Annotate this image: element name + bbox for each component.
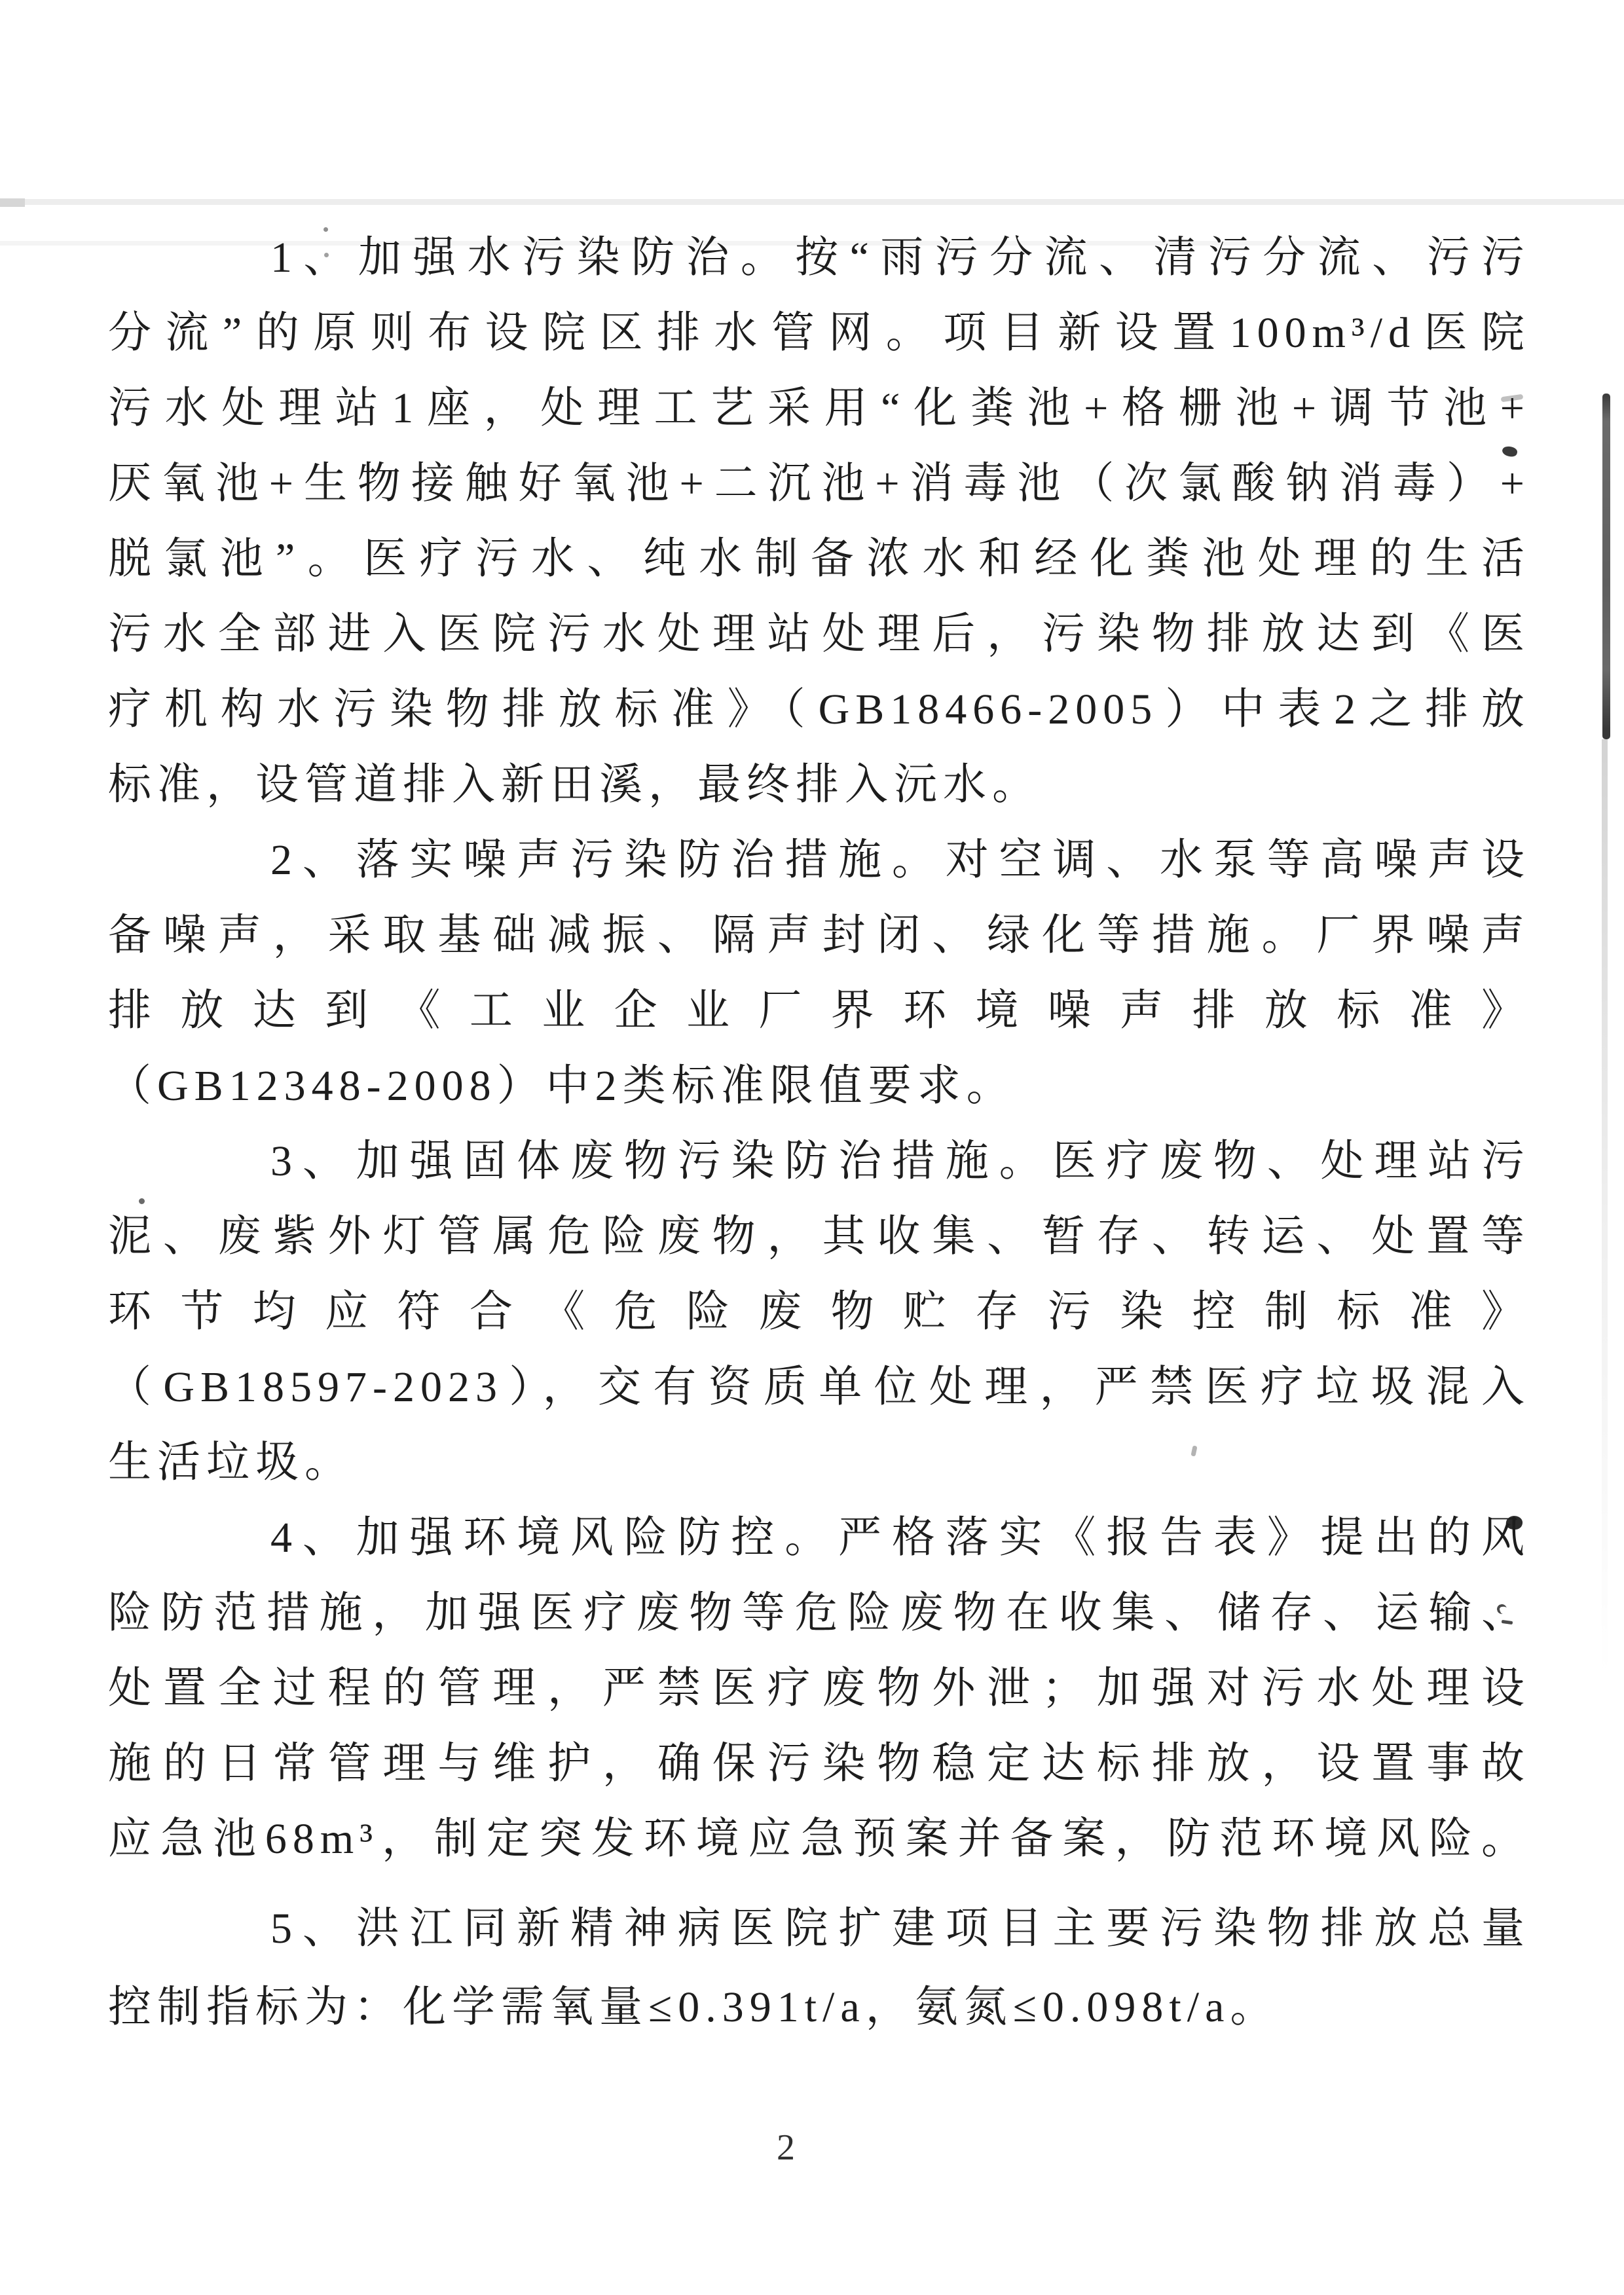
text-line: 疗机构水污染物排放标准》（GB18466-2005）中表2之排放	[108, 686, 1530, 733]
text-line: 3、加强固体废物污染防治措施。医疗废物、处理站污	[270, 1137, 1530, 1185]
document-text-block	[108, 220, 1530, 2045]
text-line: 生活垃圾。	[108, 1439, 354, 1486]
page-number: 2	[777, 2127, 795, 2168]
text-line: 标准，设管道排入新田溪，最终排入沅水。	[108, 761, 1041, 809]
text-line: 排放达到《工业企业厂界环境噪声排放标准》	[108, 987, 1530, 1035]
scan-artifact-right-edge-line	[1602, 739, 1608, 1676]
scan-artifact-right-edge-bar	[1602, 394, 1610, 739]
text-line: 施的日常管理与维护，确保污染物稳定达标排放，设置事故	[108, 1740, 1530, 1788]
text-line: 1、加强水污染防治。按“雨污分流、清污分流、污污	[270, 234, 1530, 282]
text-line: 污水全部进入医院污水处理站处理后，污染物排放达到《医	[108, 610, 1530, 658]
text-line: 厌氧池+生物接触好氧池+二沉池+消毒池（次氯酸钠消毒）+	[108, 460, 1530, 507]
text-line: 险防范措施，加强医疗废物等危险废物在收集、储存、运输、	[108, 1589, 1530, 1637]
text-line: 污水处理站1座，处理工艺采用“化粪池+格栅池+调节池+	[108, 384, 1530, 432]
scan-artifact-horizontal-line	[0, 199, 1624, 205]
text-line: 分流”的原则布设院区排水管网。项目新设置100m³/d医院	[108, 309, 1530, 357]
text-line: 应急池68m³，制定突发环境应急预案并备案，防范环境风险。	[108, 1815, 1530, 1863]
text-line: 泥、废紫外灯管属危险废物，其收集、暂存、转运、处置等	[108, 1213, 1530, 1260]
text-line: 环节均应符合《危险废物贮存污染控制标准》	[108, 1288, 1530, 1336]
text-line: 2、落实噪声污染防治措施。对空调、水泵等高噪声设	[270, 836, 1530, 884]
text-line: 脱氯池”。医疗污水、纯水制备浓水和经化粪池处理的生活	[108, 535, 1530, 583]
text-line: （GB18597-2023），交有资质单位处理，严禁医疗垃圾混入	[108, 1363, 1530, 1411]
text-line: 4、加强环境风险防控。严格落实《报告表》提出的风	[270, 1514, 1530, 1562]
text-line: （GB12348-2008）中2类标准限值要求。	[108, 1062, 1016, 1110]
text-line: 处置全过程的管理，严禁医疗废物外泄；加强对污水处理设	[108, 1664, 1530, 1712]
text-line: 控制指标为：化学需氧量≤0.391t/a，氨氮≤0.098t/a。	[108, 1983, 1280, 2031]
scan-artifact-left-edge-tick	[0, 198, 25, 207]
text-line: 备噪声，采取基础减振、隔声封闭、绿化等措施。厂界噪声	[108, 911, 1530, 959]
text-line: 5、洪江同新精神病医院扩建项目主要污染物排放总量	[270, 1905, 1530, 1953]
